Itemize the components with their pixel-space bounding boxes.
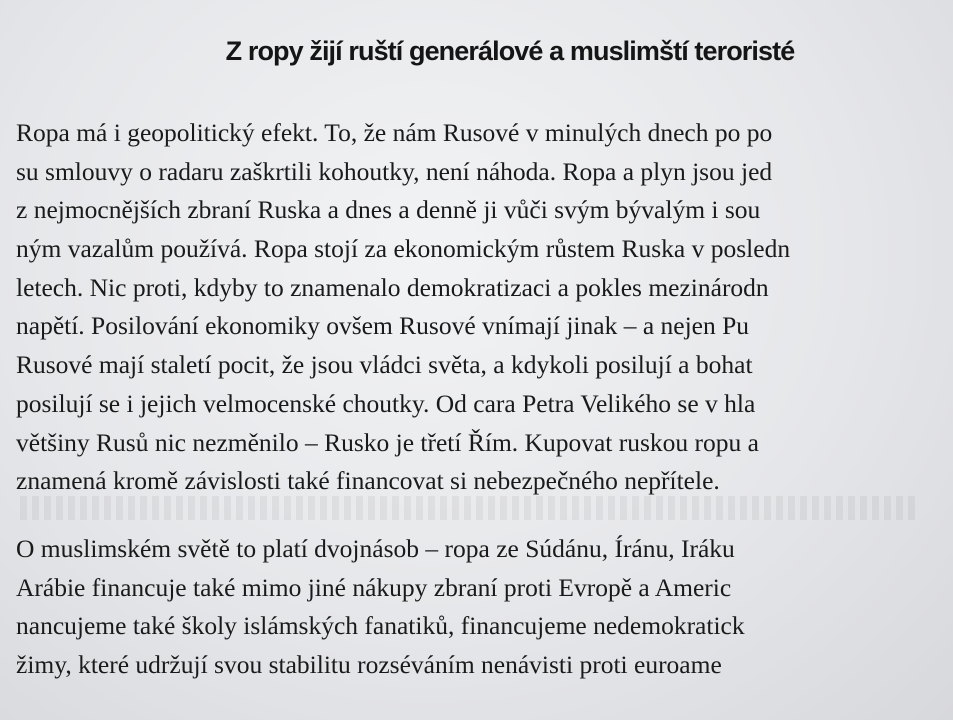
text-line: znamená kromě závislosti také financovat si nebezpečného nepřítele. (16, 466, 720, 496)
text-line: posilují se i jejich velmocenské choutky. Od cara Petra Velikého se v hla (16, 388, 756, 418)
paragraph-1 (16, 114, 790, 501)
text-line: nancujeme také školy islámských fanatiků, financujeme nedemokratick (16, 611, 745, 641)
show-through-text (20, 496, 920, 520)
text-line: Ropa má i geopolitický efekt. To, že nám Rusové v minulých dnech po po (16, 118, 773, 147)
text-line: napětí. Posilování ekonomiky ovšem Rusové vnímají jinak – a nejen Pu (16, 311, 750, 341)
article-heading: Z ropy žijí ruští generálové a muslimští teroristé (225, 36, 795, 66)
text-line: z nejmocnějších zbraní Ruska a dnes a denně ji vůči svým bývalým i sou (16, 195, 761, 225)
paragraph-2 (16, 530, 745, 685)
text-line: Rusové mají staletí pocit, že jsou vládci světa, a kdykoli posilují a bohat (16, 350, 753, 380)
text-line: O muslimském světě to platí dvojnásob – ropa ze Súdánu, Íránu, Iráku (16, 534, 735, 563)
text-line: letech. Nic proti, kdyby to znamenalo demokratizaci a pokles mezinárodn (16, 272, 769, 302)
text-line: Arábie financuje také mimo jiné nákupy zbraní proti Evropě a Americ (16, 572, 732, 602)
text-line: většiny Rusů nic nezměnilo – Rusko je třetí Řím. Kupovat ruskou ropu a (16, 427, 759, 457)
text-line: žimy, které udržují svou stabilitu rozséváním nenávisti proti euroame (16, 650, 722, 680)
text-line: su smlouvy o radaru zaškrtili kohoutky, není náhoda. Ropa a plyn jsou jed (16, 156, 773, 186)
text-line: ným vazalům používá. Ropa stojí za ekonomickým růstem Ruska v posledn (16, 234, 791, 264)
